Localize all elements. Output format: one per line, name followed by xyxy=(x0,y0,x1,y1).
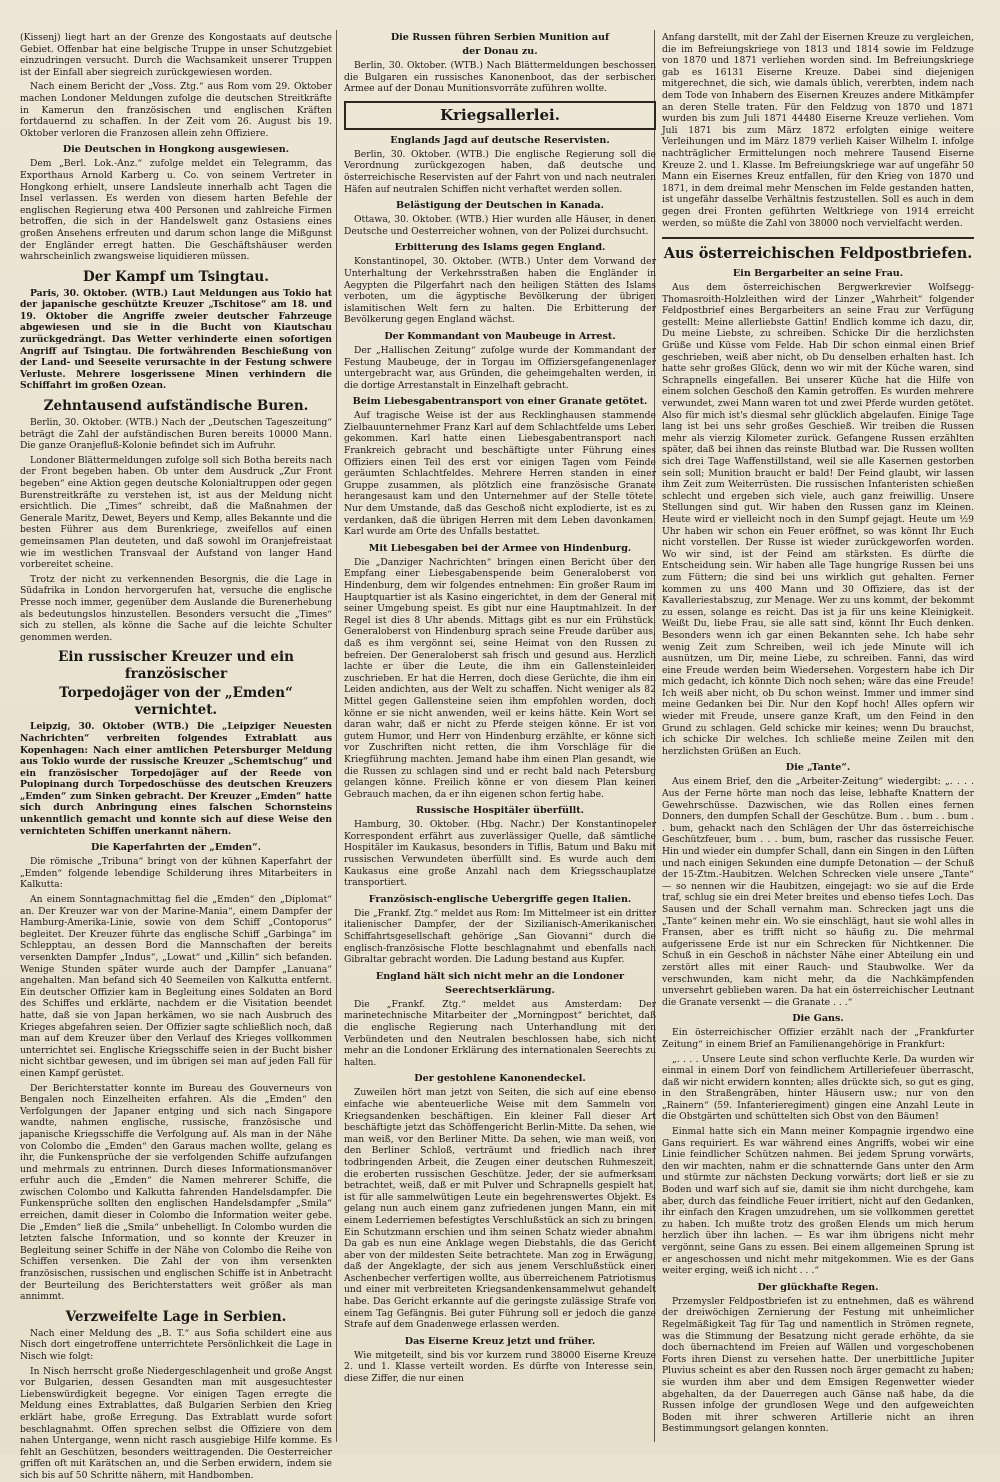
section-heading: Die Kaperfahrten der „Emden“. xyxy=(91,842,261,854)
section-heading: Erbitterung des Islams gegen England. xyxy=(394,242,606,254)
article-paragraph: Berlin, 30. Oktober. (WTB.) Nach Blättermeldungen beschossen die Bulgaren ein russisches Kanonenboot, das der serbischen Armee auf der Donau Munitionsvorräte zuführen wollte. xyxy=(344,60,656,95)
article-paragraph: Ein österreichischer Offizier erzählt nach der „Frankfurter Zeitung“ in einem Brief an Familienangehörige in Frankfurt: xyxy=(662,1027,974,1050)
section-heading: Der Kommandant von Maubeuge in Arrest. xyxy=(384,330,616,342)
article-paragraph: Dem „Berl. Lok.-Anz.“ zufolge meldet ein Telegramm, das Exporthaus Arnold Karberg u. Co. von seinem Vertreter in Hongkong erhielt, unsere Landsleute innerhalb acht Tagen die Insel verlassen. Es werden von diesem harten Befehle der englischen Regierung etwa 400 Personen und zahlreiche Firmen betroffen, die sich in der Handelswelt ganz Ostasiens eines großen Ansehens erfreuten und darum schon lange die Mißgunst der Engländer erregt hatten. Die Geschäftshäuser werden wahrscheinlich zwangsweise liquidieren müssen. xyxy=(20,158,332,263)
section-heading-line-1: Die Russen führen Serbien Munition auf xyxy=(390,32,610,43)
section-heading: Englands Jagd auf deutsche Reservisten. xyxy=(390,134,610,146)
section-box-title: Kriegsallerlei. xyxy=(344,101,656,130)
section-heading: Die Deutschen in Hongkong ausgewiesen. xyxy=(62,144,290,156)
article-headline: Verzweifelte Lage in Serbien. xyxy=(65,1308,287,1325)
section-heading: Die Gans. xyxy=(792,1013,844,1025)
article-paragraph: Die römische „Tribuna“ bringt von der kühnen Kaperfahrt der „Emden“ folgende lebendige Schilderung ihres Mitarbeiters in Kalkutta: xyxy=(20,856,332,891)
article-paragraph: Anfang darstellt, mit der Zahl der Eisernen Kreuze zu vergleichen, die im Befreiungskriege von 1813 und 1814 sowie im Feldzuge von 1870 und 1871 verliehen worden sind. Im Befreiungskriege gab es 16131 Eiserne Kreuze. Dabei sind diejenigen mitgerechnet, die sich, wie damals üblich, vererbten, indem nach dem Tode von Inhabern des Eisernen Kreuzes andere Mitkämpfer an deren Stelle traten. Für den Feldzug von 1870 und 1871 wurden bis zum Juli 1871 44480 Eiserne Kreuze verliehen. Vom Juli 1871 bis zum März 1872 erfolgten einige weitere Verleihungen und im März 1879 verlieh Kaiser Wilhelm I. infolge nachträglicher Ermittelungen noch mehrere Tausend Eiserne Kreuze 2. und 1. Klasse. Im Befreiungskriege war auf ungefähr 50 Mann ein Eisernes Kreuz entfallen, für den Krieg von 1870 und 1871, in dem dreimal mehr Menschen im Felde gestanden hatten, ist ungefähr dasselbe Verhältnis festzustellen. Soll es auch in dem gegen drei Fronten geführten Weltkriege von 1914 erreicht werden, so müßte die Zahl von 38000 noch vervielfacht werden. xyxy=(662,32,974,229)
section-heading: Die „Tante“. xyxy=(785,762,851,774)
article-paragraph: „. . . . Unsere Leute sind schon verfluchte Kerle. Da wurden wir einmal in einem Dorf von feindlichem Artilleriefeuer überrascht, daß wir nicht erwidern konnten; alles drückte sich, so gut es ging, in den Straßengräben, hinter Häusern usw.; nur von den „Rainern“ (59. Infanterieregiment) gingen eine Anzahl Leute in die Obstgärten und schüttelten sich Obst von den Bäumen! xyxy=(662,1053,974,1123)
article-paragraph: Auf tragische Weise ist der aus Recklinghausen stammende Zielbauunternehmer Franz Karl auf dem Schlachtfelde ums Leben gekommen. Karl hatte einen Liebesgabentransport nach Frankreich gebracht und beschäftigte unter Führung eines Offiziers einen Teil des erst vor einigen Tagen vom Feinde geräumten Schlachtfeldes. Mehrere Herren standen in einer Gruppe zusammen, als plötzlich eine französische Granate herangesaust kam und den Unternehmer auf der Stelle tötete. Nur dem Umstande, daß das Geschoß nicht explodierte, ist es zu verdanken, daß die übrigen Herren mit dem Leben davonkamen. Karl wurde am Orte des Unfalls bestattet. xyxy=(344,410,656,538)
article-paragraph: Aus einem Brief, den die „Arbeiter-Zeitung“ wiedergibt: „. . . . Aus der Ferne hörte man noch das leise, lebhafte Knattern der Gewehrschüsse. Dazwischen, wie das Rollen eines fernen Donners, den dumpfen Schall der Geschütze. Bum . . bum . . bum . . bum, gehackt nach den Schlägen der Uhr das österreichische Geschützfeuer, bum . . . bum, bum, rascher das russische Feuer. Hin und wieder ein dumpfer Schall, dann ein Singen in den Lüften und nach einigen Sekunden eine dumpfe Detonation — der Schuß der 15-Ztm.-Haubitzen. Welchen Schrecken viele unsere „Tante“ — so nennen wir die Haubitzen, eingejagt: wo sie auf die Erde traf, schlug sie ein drei Meter breites und ebenso tiefes Loch. Das Sausen und der Schall vernahm man. Schrecken jagt uns die „Tante“ keinen mehr ein. Wo sie einschlägt, haut sie wohl alles in Fransen, aber es trifft nicht so häufig zu. Die mehrmal aufgerissene Erde ist nur ein Schrecken für Nichtkenner. Die Schuß in ein Geschoß in nächster Nähe einer Abteilung ein und zerstört alles mit einer Rauch- und Staubwolke. Wer da verschwunden, kam nicht mehr, da die Nachkämpfenden unversehrt geblieben waren. Da hat ein österreichischer Leutnant die Granate versenkt — die Granate . . .“ xyxy=(662,776,974,1008)
article-paragraph: An einem Sonntagnachmittag fiel die „Emden“ den „Diplomat“ an. Der Kreuzer war von der Marine-Mania“, einem Dampfer der Hamburg-Amerika-Linie, sowie von dem Schiff „Contoporus“ begleitet. Der Kreuzer führte das englische Schiff „Garbinga“ im Schlepptau, an dessen Bord die Mannschaften der bereits versenkten Dampfer „Indus“, „Lowat“ und „Killin“ sich befanden. Wenige Stunden später wurde auch der Dampfer „Lanuana“ angehalten. Man befand sich 40 Seemeilen von Kalkutta entfernt. Ein deutscher Offizier kam in Begleitung eines Soldaten an Bord des Schiffes und erklärte, nachdem er die Visitation beendet hatte, daß sie von Japan herkämen, wo sie nach Ausbruch des Krieges abgefahren seien. Der Offizier sagte schließlich noch, daß man auf dem Kreuzer über den Verlauf des Krieges vollkommen unterrichtet sei. Englische Kriegsschiffe seien in der Bucht bisher nicht sichtbar gewesen, und im übrigen sei man auf jeden Fall für einen Kampf gerüstet. xyxy=(20,894,332,1079)
article-paragraph: Londoner Blättermeldungen zufolge soll sich Botha bereits nach der Front begeben haben. Ob unter dem Ausdruck „Zur Front begeben“ eine Aktion gegen deutsche Kolonialtruppen oder gegen Burenstreitkräfte zu verstehen ist, ist aus der Meldung nicht ersichtlich. Die „Times“ schreibt, daß die Maßnahmen der Generale Maritz, Dewet, Beyers und Kemp, alles Bekannte und die besten Führer aus dem Burenkriege, zweifellos auf einen gemeinsamen Plan deuteten, und daß sowohl im Oranjefreistaat wie im westlichen Transvaal der Aufstand von langer Hand vorbereitet scheine. xyxy=(20,454,332,571)
column-3 xyxy=(662,32,974,1442)
article-paragraph: (Kissenj) liegt hart an der Grenze des Kongostaats auf deutsche Gebiet. Offenbar hat eine belgische Truppe in unser Schutzgebiet einzudringen versucht. Durch die Wachsamkeit unserer Truppen ist der Einfall aber siegreich zurückgewiesen worden. xyxy=(20,32,332,78)
article-paragraph: Einmal hatte sich ein Mann meiner Kompagnie irgendwo eine Gans requiriert. Es war während eines Angriffs, wobei wir eine Linie feindlicher Schützen nahmen. Bei jedem Sprung vorwärts, den wir machten, nahm er die schnatternde Gans unter den Arm und stürmte zur nächsten Deckung vorwärts; dort ließ er sie zu Boden und warf sich auf sie, damit sie ihm nicht durchgehe, kam aber, durch das feindliche Feuer irritiert, nicht auf den Gedanken, ihr einfach den Kragen umzudrehen, um sie vollkommen gerettet zu haben. Ich mußte trotz des großen Elends um mich herum herzlich über ihn lachen. — Es war ihm übrigens nicht mehr vergönnt, seine Gans zu essen. Bei einem allgemeinen Sprung ist er angeschossen und nicht mehr mitgekommen. Wie es der Gans weiter erging, weiß ich nicht . . .“ xyxy=(662,1126,974,1277)
section-divider xyxy=(662,237,974,239)
article-paragraph: Wie mitgeteilt, sind bis vor kurzem rund 38000 Eiserne Kreuze 2. und 1. Klasse verteilt worden. Es dürfte von Interesse sein, diese Ziffer, die nur einen xyxy=(344,1349,656,1385)
article-paragraph: Zuweilen hört man jetzt von Seiten, die sich auf eine ebenso einfache wie abenteuerliche Weise mit dem Sammeln von Kriegsandenken beschäftigen. Ein kleiner Fall dieser Art beschäftigte jetzt das Schöffengericht Berlin-Mitte. Da sehen, wie man weiß, vor den Berliner Mitte. Da sehen, wie man weiß, von den Berliner Schloß, verträumt und friedlich nach ihrer todbringenden Arbeit, die Zeugen einer deutschen Ruhmeszeit, die eroberten russischen Geschütze. Jeder, der sie aufmerksam betrachtet, weiß, daß er mit Pulver und Schrapnells gespielt hat, ist für alle sammelwütigen Leute ein begehrenswertes Objekt. Es gelang nun auch einem ganz zufriedenen jungen Mann, ein mit einem Lederriemen befestigtes Verschlußstück an sich zu bringen. Ein Schutzmann erschien und ihm seinen Schatz wieder abnahm. Da gab es nun eine Anklage wegen Diebstahls, die das Gericht aber von der mildesten Seite betrachtete. Man zog in Erwägung, daß der Angeklagte, der sich aus jenem Verschlußstück einen Aschenbecher verfertigen wollte, aus überreichenem Patriotismus und einer mit verbreiteten Kriegsandenkensammelwut gehandelt habe. Das Gericht erkannte auf die geringste zulässige Strafe von einem Tag Gefängnis. Bei guter Führung soll er jedoch die ganze Strafe auf dem Gnadenwege erlassen werden. xyxy=(344,1087,656,1331)
article-paragraph: In Nisch herrscht große Niedergeschlagenheit und große Angst vor Bulgarien, dessen Gesandten man mit ausgesuchtester Liebenswürdigkeit begegne. Vor einigen Tagen erregte die Meldung eines Extrablattes, daß Bulgarien Serbien den Krieg erklärt habe, große Erregung. Das Extrablatt wurde sofort beschlagnahmt. Offen sprechen selbst die Offiziere von dem nahen Untergange, wenn nicht rasch ausgiebige Hilfe komme. Es fehlt an Geschützen, besonders weittragenden. Die Oesterreicher griffen oft mit Karätschen an, und die Serben erwidern, indem sie sich bis auf 50 Schritte nähern, mit Handbomben. xyxy=(20,1365,332,1481)
column-2 xyxy=(344,32,656,1442)
article-paragraph: Paris, 30. Oktober. (WTB.) Laut Meldungen aus Tokio hat der japanische geschützte Kreuzer „Tschitose“ am 18. und 19. Oktober die Angriffe zweier deutscher Fahrzeuge abgewiesen und sie in die Bucht von Kiautschau zurückgedrängt. Das Wetter verhinderte einen sofortigen Angriff auf Tsingtau. Die fortwährenden Beschießung von der Land- und Seeseite verursachte in der Festung schwere Verluste. Mehrere losgerissene Minen verhindern die Schiffahrt im großen Ozean. xyxy=(20,287,332,392)
section-heading: Der glückhafte Regen. xyxy=(757,1281,879,1293)
column-1 xyxy=(20,32,332,1481)
article-headline-line-2: Torpedojäger von der „Emden“ vernichtet. xyxy=(59,685,293,719)
section-heading: Russische Hospitäler überfüllt. xyxy=(415,805,585,817)
article-paragraph: Hamburg, 30. Oktober. (Hbg. Nachr.) Der Konstantinopeler Korrespondent erfährt aus zuverlässiger Quelle, daß sämtliche Hospitäler im Kaukasus, besonders in Tiflis, Batum und Baku mit russischen Verwundeten überfüllt sind. Es wurde auch dem Kaukasus eine große Anzahl nach dem Kriegsschauplatze transportiert. xyxy=(344,819,656,889)
article-headline-line-1: Ein russischer Kreuzer und ein französischer xyxy=(58,649,294,683)
article-paragraph: Die „Frankf. Ztg.“ meldet aus Rom: Im Mittelmeer ist ein dritter italienischer Dampfer, der der Sizilianisch-Amerikanischen Schiffahrtsgesellschaft gehörige „San Giovanni“ durch die englisch-französische Flotte beschlagnahmt und ebenfalls nach Gibraltar gebracht worden. Die Ladung bestand aus Kupfer. xyxy=(344,907,656,966)
article-paragraph: Der „Hallischen Zeitung“ zufolge wurde der Kommandant der Festung Maubeuge, der in Torgau im Offiziersgefangenenlager untergebracht war, aus Gründen, die geheimgehalten werden, in die dortige Arrestanstalt in Einzelhaft gebracht. xyxy=(344,344,656,391)
section-heading: Das Eiserne Kreuz jetzt und früher. xyxy=(404,1335,596,1347)
article-paragraph: Przemysler Feldpostbriefen ist zu entnehmen, daß es während der dreiwöchigen Zernierung der Festung mit unheimlicher Regelmäßigkeit Tag für Tag und namentlich in Strömen regnete, was die Stimmung der Besatzung nicht gerade erhöhte, da sie doch übernachtend im Freien auf Wällen und vorgeschobenen Forts ihren Dienst zu versehen hatte. Der unerbittliche Jupiter Pluvius scheint es aber den Russen noch ärger gemacht zu haben; sie wurden ihm aber und dem Emsigen Regenwetter wieder abgehalten, da der Dauerregen auch Gänse naß habe, da die Russen infolge der grundlosen Wege und den aufgeweichten Boden mit ihrer schweren Artillerie nicht an ihren Bestimmungsort gelangen konnten. xyxy=(662,1295,974,1435)
section-heading: Beim Liebesgabentransport von einer Granate getötet. xyxy=(352,396,648,408)
article-headline: Zehntausend aufständische Buren. xyxy=(43,398,309,415)
section-heading-line-1: England hält sich nicht mehr an die Londoner xyxy=(375,970,625,982)
section-heading: Französisch-englische Uebergriffe gegen Italien. xyxy=(368,893,632,905)
section-heading-line-2: der Donau zu. xyxy=(462,46,538,57)
article-paragraph: Die „Frankf. Ztg.“ meldet aus Amsterdam: Der marinetechnische Mitarbeiter der „Morningpost“ berichtet, daß die englische Regierung nach Unterhandlung mit den Verbündeten und den Neutralen beschlossen habe, sich nicht mehr an die Londoner Erklärung des internationalen Seerechts zu halten. xyxy=(344,998,656,1068)
article-paragraph: Ottawa, 30. Oktober. (WTB.) Hier wurden alle Häuser, in denen Deutsche und Oesterreicher wohnen, von der Polizei durchsucht. xyxy=(344,214,656,237)
section-heading: Mit Liebesgaben bei der Armee von Hindenburg. xyxy=(368,542,632,554)
article-headline: Aus österreichischen Feldpostbriefen. xyxy=(663,245,973,263)
section-heading-line-2: Seerechtserklärung. xyxy=(445,984,555,996)
section-heading: Der gestohlene Kanonendeckel. xyxy=(414,1073,586,1085)
section-heading: Ein Bergarbeiter an seine Frau. xyxy=(732,268,904,280)
section-heading: Belästigung der Deutschen in Kanada. xyxy=(396,200,604,212)
article-paragraph: Die „Danziger Nachrichten“ bringen einen Bericht über den Empfang einer Liebesgabenspende beim Generaloberst von Hindenburg, dem wir folgendes entnehmen: Ein großer Raum im Hauptquartier ist als Kasino eingerichtet, in dem der General mit seiner Umgebung speist. Es gibt nur eine Hauptmahlzeit. In der Regel ist dies 8 Uhr abends. Mittags gibt es nur ein Frühstück. Generaloberst von Hindenburg sprach seine Freude darüber aus, daß es ihm vergönnt sei, seine Heimat von den Russen zu befreien. Der Generaloberst sah frisch und gesund aus. Herzlich lachte er über die Leute, die ihm ein Gallensteinleiden zuschrieben. Er hat die Herren, doch diese Gerüchte, die ihm ein Leiden andichten, aus der Welt zu schaffen. Nicht weniger als 82 Mittel gegen Gallensteine seien ihm empfohlen worden, doch könne er sie nicht anwenden, weil er keins hätte. Kein Wort sei daran wahr, daß er nicht zu Pferde steigen könne. Er ist von gutem Humor, und Herr von Hindenburg erzählte, er könne sich vor Zuschriften nicht retten, die ihm Vorschläge für die Kriegführung machten. Jemand habe ihm einen Plan gesandt, wie die Russen zu schlagen sind und er recht bald nach Petersburg gelangen könne. Freilich könne er von diesem Plan keinen Gebrauch machen, da er ihn eigenen schon fertig habe. xyxy=(344,556,656,800)
column-rule-left xyxy=(336,30,337,1442)
article-paragraph: Nach einem Bericht der „Voss. Ztg.“ aus Rom vom 29. Oktober machen Londoner Meldungen zufolge die deutschen Streitkräfte in Kamerun den französischen und englischen Kräften fortdauernd zu schaffen. In der Zeit vom 26. August bis 19. Oktober verloren die Franzosen allein zehn Offiziere. xyxy=(20,81,332,139)
article-paragraph: Nach einer Meldung des „B. T.“ aus Sofia schildert eine aus Nisch dort eingetroffene unterrichtete Persönlichkeit die Lage in Nisch wie folgt: xyxy=(20,1327,332,1362)
article-paragraph: Der Berichterstatter konnte im Bureau des Gouverneurs von Bengalen noch Einzelheiten erfahren. Als die „Emden“ den Verfolgungen der Japaner entging und sich nach Singapore wandte, nahmen englische, russische, französische und japanische Kriegsschiffe die Verfolgung auf. Als man in der Nähe von Colombo die „Emden“ den Garaus machen wollte, gelang es ihr, die Funkensprüche der sie verfolgenden Schiffe aufzufangen und mehrmals zu entrinnen. Durch dieses Informationsmanöver erfuhr auch die „Emden“ die Namen mehrerer Schiffe, die zwischen Colombo und Kalkutta fahrenden Handelsdampfer. Die Funkensprüche sollten den englischen Handelsdampfer „Smila“ erreichen, damit dieser in Colombo die Information weiter gebe. Die „Emden“ ließ die „Smila“ unbehelligt. In Colombo wurden die letzten falsche Information, und so konnte der Kreuzer in Begleitung seiner Schiffe in der Nähe von Colombo die Reihe von Schiffen versenken. Die Zahl der von ihm versenkten französischen, russischen und englischen Schiffe ist in Anbetracht der Beurteilung des Berichterstatters weit größer als man annimmt. xyxy=(20,1082,332,1303)
article-paragraph: Berlin, 30. Oktober. (WTB.) Die englische Regierung soll die Verordnung zurückgezogen haben, daß deutsche und österreichische Reservisten auf der Fahrt von und nach neutralen Häfen auf neutralen Schiffen nicht verhaftet werden sollen. xyxy=(344,148,656,195)
article-headline: Der Kampf um Tsingtau. xyxy=(83,268,269,285)
article-paragraph: Trotz der nicht zu verkennenden Besorgnis, die die Lage in Südafrika in London hervorgerufen hat, versuche die englische Presse noch immer, gegenüber dem Auslande die Burenerhebung als bedeutungslos hinzustellen. Besonders versucht die „Times“ sich zu stellen, als könne die Sache auf die leichte Schulter genommen werden. xyxy=(20,573,332,643)
article-paragraph: Aus dem österreichischen Bergwerkrevier Wolfsegg-Thomasroith-Holzleithen wird der Linzer „Wahrheit“ folgender Feldpostbrief eines Bergarbeiters an seine Frau zur Verfügung gestellt: Meine allerliebste Gattin! Endlich komme ich dazu, dir, Du meine Liebste, zu schreiben. Schicke Dir die herzlichsten Grüße und Küsse vom Felde. Hab Dir schon einmal einen Brief geschrieben, weiß aber nicht, ob Du denselben erhalten hast. Ich hatte sehr großes Glück, denn wo wir mit der Küche waren, sind Schrapnells eingefallen. Bei unserer Küche hat die Hilfe von einem solchen Geschoß den Kamin getroffen. Es wurden mehrere verwundet, zwei Mann waren tot und zwei Pferde wurden getötet. Also für mich ist's diesmal sehr glücklich abgelaufen. Einige Tage lang ist bei uns sehr großes Geschieß. Wir treiben die Russen mehr als vierzig Kilometer zurück. Gefangene Russen erzählten später, daß bei ihnen das reinste Blutbad war. Die Russen wollten sich drei Tage Waffenstillstand, weil sie alle Kasernen gestorben sein soll; Munition braucht er bald! Der Feind glaubt, wir lassen ihm Zeit zum Weiterrüsten. Die russischen Infanteristen schießen schlecht und ergeben sich viele, auch ganz freiwillig. Unsere Stellungen sind gut. Wir haben den Russen ganz im Kleinen. Heute wird er vielleicht noch in den Sumpf gejagt. Heute um ½9 Uhr haben wir schon ein Feuer eröffnet, so was könnt Ihr Euch nicht vorstellen. Der Russe ist wieder zurückgeworfen worden. Wo wir sind, ist der Feind am stärksten. Es dürfte die Entscheidung sein. Wir haben alle Tage hungrige Russen bei uns zum Füttern; die sind bei uns wirklich gut gehalten. Ferner kommen zu uns 400 Mann und 30 Offiziere, das ist der Kavalleriestabszug, zur Menage. Wer zu uns kommt, der bekommt zu essen, solange es reicht. Das ist ja für uns keine Kleinigkeit. Weißt Du, liebe Frau, sie alle satt sind, könnt Ihr Euch denken. Besonders wenn ich gar einen Bekannten sehe. Ich habe sehr wenig Zeit zum Schreiben, weil ich jede Minute will ich ausnützen, um Dir, meine Liebe, zu schreiben. Fanni, das wird eine Freude werden beim Wiedersehen. Vorgestern habe ich Dir mich gedacht, ich könnte Dich noch sehen; wäre das eine Freude! Ich weiß aber nicht, ob Du schon weinst. Immer und immer sind meine Gedanken bei Dir. Nur den Kopf hoch! Alles opfern wir wieder mit Freude, unsere ganze Kraft, um den Feind in den Grund zu schlagen. Geld schicke mir keines; wenn Du brauchst, ich schicke Dir welches. Ich schließe meine Zeilen mit den herzlichsten Grüßen an Euch. xyxy=(662,282,974,757)
article-paragraph: Berlin, 30. Oktober. (WTB.) Nach der „Deutschen Tageszeitung“ beträgt die Zahl der aufständischen Buren bereits 10000 Mann. Die ganze Oranjefluß-Kolonie befindet sich im Aufruhr. xyxy=(20,417,332,452)
article-paragraph: Konstantinopel, 30. Oktober. (WTB.) Unter dem Vorwand der Unterhaltung der Verkehrsstraßen haben die Engländer in Aegypten die Pilgerfahrt nach den heiligen Stätten des Islams verboten, um die ägyptische Bevölkerung der übrigen islamitischen Welt fern zu halten. Die Erbitterung der Bevölkerung gegen England wächst. xyxy=(344,256,656,326)
article-paragraph: Leipzig, 30. Oktober (WTB.) Die „Leipziger Neuesten Nachrichten“ verbreiten folgendes Extrablatt aus Kopenhagen: Nach einer amtlichen Petersburger Meldung aus Tokio wurde der russische Kreuzer „Schemtschug“ und ein französischer Torpedojäger auf der Reede von Pulopinang durch Torpedoschüsse des deutschen Kreuzers „Emden“ zum Sinken gebracht. Der Kreuzer „Emden“ hatte sich durch Anbringung eines falschen Schornsteins unkenntlich gemacht und konnte sich auf diese Weise den vernichteten Schiffen unerkannt nähern. xyxy=(20,721,332,837)
